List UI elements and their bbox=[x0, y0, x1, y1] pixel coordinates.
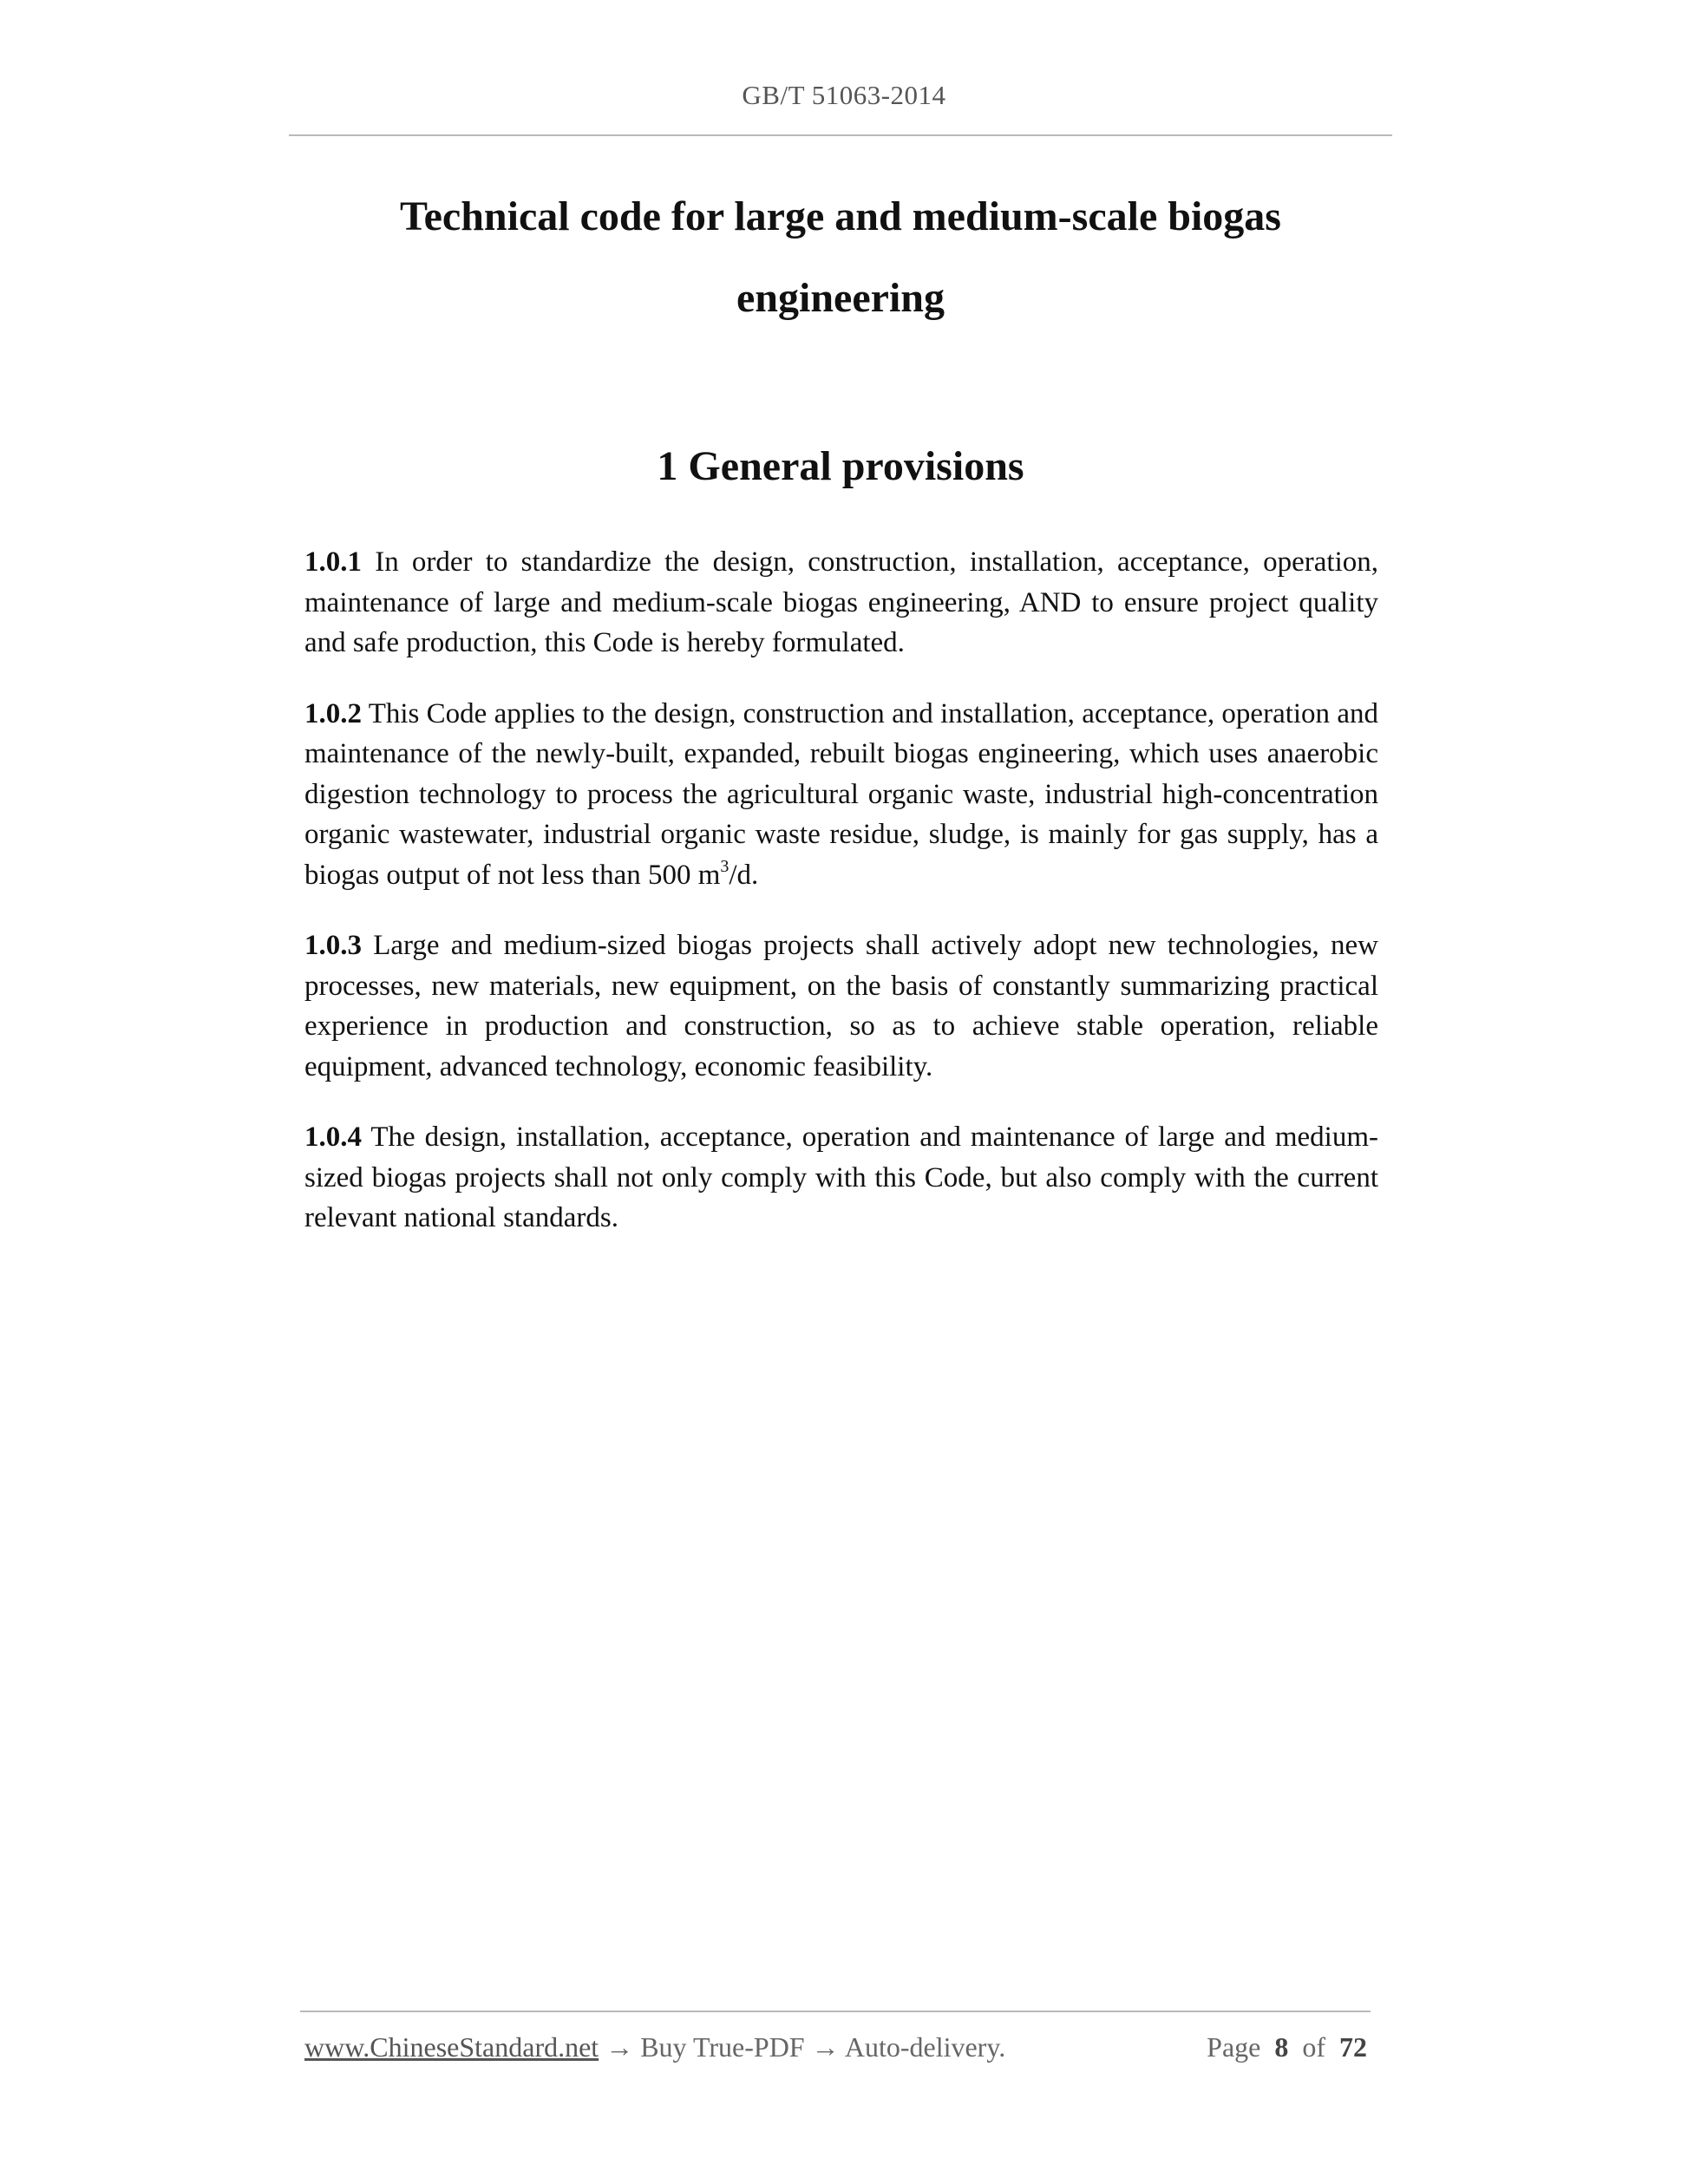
clause-text: This Code applies to the design, construction and installation, acceptance, operation and maintenance of the newly-built, expanded, rebuilt biogas engineering, which uses anaerobic digestion technology to process the agricultural organic waste, industrial high-concentration organic wastewater, industrial organic waste residue, sludge, is mainly for gas supply, has a biogas output of not less than 500 m bbox=[304, 697, 1378, 891]
footer-divider bbox=[300, 2011, 1371, 2012]
auto-delivery-text: Auto-delivery. bbox=[844, 2031, 1006, 2063]
clause-number: 1.0.3 bbox=[304, 930, 362, 961]
running-header: GB/T 51063-2014 bbox=[742, 80, 946, 110]
page-label: Page bbox=[1207, 2031, 1261, 2063]
clause-number: 1.0.1 bbox=[304, 546, 362, 578]
unit-suffix: /d. bbox=[729, 859, 759, 891]
page-total: 72 bbox=[1339, 2031, 1367, 2063]
clause-text: In order to standardize the design, construction, installation, acceptance, operation, maintenance of large and medium-scale biogas engineering, AND to ensure project quality and safe production, this Code is hereby formulated. bbox=[304, 546, 1379, 658]
clause-1-0-3 bbox=[304, 925, 1378, 1087]
clause-1-0-4 bbox=[304, 1117, 1378, 1239]
arrow-right-icon: → bbox=[605, 2031, 634, 2063]
document-title-line-1: Technical code for large and medium-scale biogas bbox=[400, 193, 1281, 239]
clause-text: Large and medium-sized biogas projects shall actively adopt new technologies, new processes, new materials, new equipment, on the basis of constantly summarizing practical experience in production and construction, so as to achieve stable operation, reliable equipment, advanced technology, economic feasibility. bbox=[304, 930, 1378, 1082]
page-of: of bbox=[1302, 2031, 1325, 2063]
header-divider bbox=[289, 134, 1392, 136]
clause-list bbox=[304, 542, 1378, 1269]
page-number bbox=[1207, 2031, 1367, 2063]
clause-number: 1.0.2 bbox=[304, 697, 362, 729]
document-title bbox=[289, 176, 1392, 339]
document-title-line-2: engineering bbox=[736, 275, 945, 321]
footer-promo bbox=[304, 2031, 1005, 2063]
unit-superscript: 3 bbox=[720, 856, 730, 876]
clause-1-0-2 bbox=[304, 694, 1378, 896]
page-current: 8 bbox=[1274, 2031, 1289, 2063]
arrow-right-icon: → bbox=[811, 2031, 840, 2063]
clause-1-0-1 bbox=[304, 542, 1378, 664]
clause-text: The design, installation, acceptance, operation and maintenance of large and medium-sized biogas projects shall not only comply with this Code, but also comply with the current relevant national standards. bbox=[304, 1121, 1379, 1233]
clause-number: 1.0.4 bbox=[304, 1121, 362, 1153]
buy-pdf-text: Buy True-PDF bbox=[640, 2031, 805, 2063]
section-title: 1 General provisions bbox=[657, 443, 1024, 489]
site-link[interactable]: www.ChineseStandard.net bbox=[304, 2031, 599, 2063]
